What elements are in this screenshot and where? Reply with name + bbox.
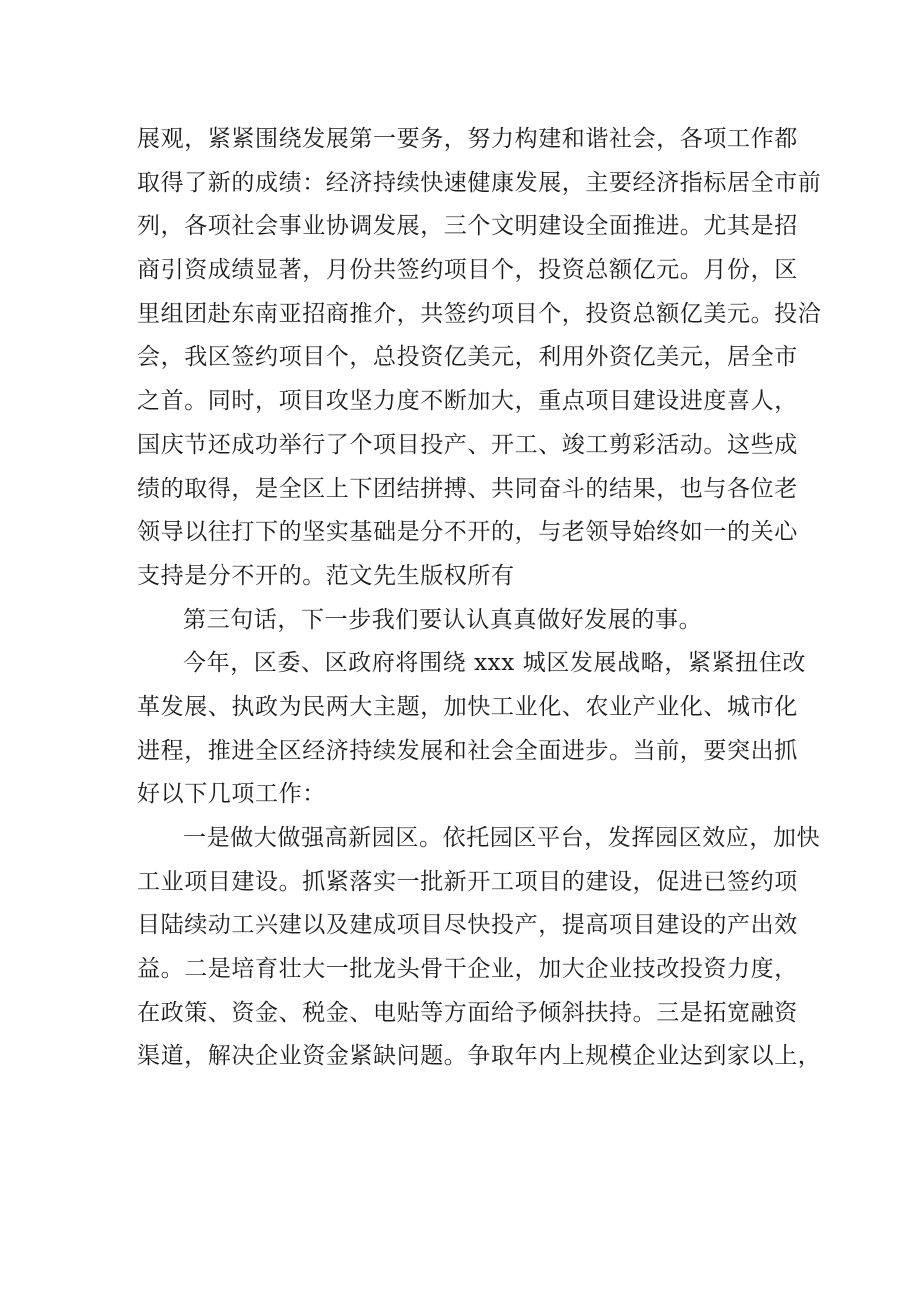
text-line: 国庆节还成功举行了个项目投产、开工、竣工剪彩活动。这些成 <box>137 431 798 458</box>
text-line: 列，各项社会事业协调发展，三个文明建设全面推进。尤其是招 <box>137 213 798 240</box>
text-line: 里组团赴东南亚招商推介，共签约项目个，投资总额亿美元。投洽 <box>137 300 822 327</box>
text-line: 进程，推进全区经济持续发展和社会全面进步。当前，要突出抓 <box>137 737 798 764</box>
text-line: 商引资成绩显著，月份共签约项目个，投资总额亿元。月份，区 <box>137 257 798 284</box>
paragraph-first-line: 今年，区委、区政府将围绕 xxx 城区发展战略，紧紧扭住改 <box>183 650 806 677</box>
text-line: 好以下几项工作： <box>137 781 326 808</box>
paragraph-first-line: 第三句话，下一步我们要认认真真做好发展的事。 <box>183 606 703 633</box>
text-line: 支持是分不开的。范文先生版权所有 <box>137 562 515 589</box>
text-line: 益。二是培育壮大一批龙头骨干企业，加大企业技改投资力度， <box>137 956 798 983</box>
text-line: 领导以往打下的坚实基础是分不开的，与老领导始终如一的关心 <box>137 519 798 546</box>
text-line: 在政策、资金、税金、电贴等方面给予倾斜扶持。三是拓宽融资 <box>137 999 798 1026</box>
text-line: 革发展、执政为民两大主题，加快工业化、农业产业化、城市化 <box>137 693 798 720</box>
text-line: 之首。同时，项目攻坚力度不断加大，重点项目建设进度喜人， <box>137 388 798 415</box>
body-text <box>137 118 822 1079</box>
text-line: 工业项目建设。抓紧落实一批新开工项目的建设，促进已签约项 <box>137 868 798 895</box>
text-line: 渠道，解决企业资金紧缺问题。争取年内上规模企业达到家以上， <box>137 1043 822 1070</box>
text-line: 取得了新的成绩：经济持续快速健康发展，主要经济指标居全市前 <box>137 169 822 196</box>
paragraph-first-line: 一是做大做强高新园区。依托园区平台，发挥园区效应，加快 <box>183 825 821 851</box>
text-line: 展观，紧紧围绕发展第一要务，努力构建和谐社会，各项工作都 <box>137 126 798 152</box>
text-line: 绩的取得，是全区上下团结拼搏、共同奋斗的结果，也与各位老 <box>137 475 798 502</box>
text-line: 会，我区签约项目个，总投资亿美元，利用外资亿美元，居全市 <box>137 344 798 371</box>
text-line: 目陆续动工兴建以及建成项目尽快投产，提高项目建设的产出效 <box>137 912 798 939</box>
